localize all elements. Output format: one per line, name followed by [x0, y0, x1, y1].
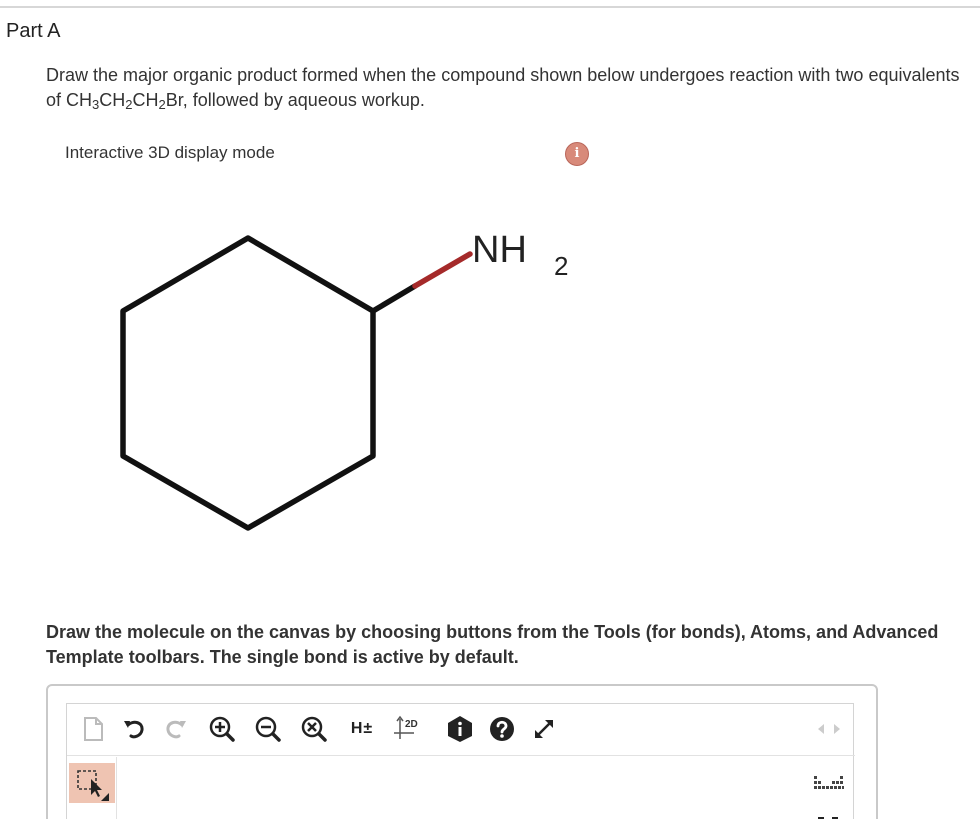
select-tool-icon [69, 763, 115, 803]
fullscreen-button[interactable] [529, 714, 559, 744]
question-text: Draw the major organic product formed when the compound shown below undergoes reaction with two equivalents of $CH_3CH_2CH_2Br$, followed by aqueous workup. [46, 65, 960, 112]
cyclohexane-ring [123, 238, 373, 528]
zoom-out-icon [254, 715, 282, 743]
zoom-reset-icon [300, 715, 328, 743]
amine-label: NH [472, 229, 527, 271]
display-mode-label: Interactive 3D display mode [65, 143, 275, 162]
help-button[interactable] [487, 714, 517, 744]
new-document-icon [82, 716, 104, 742]
select-tool-button[interactable] [69, 763, 115, 803]
top-toolbar [67, 704, 855, 756]
info-icon[interactable]: i [565, 142, 589, 166]
hexagon-info-icon [447, 715, 473, 743]
carbon-bond [373, 286, 415, 311]
structure-info-button[interactable] [445, 714, 475, 744]
h-toggle-button[interactable]: H± [350, 720, 374, 737]
redo-icon [163, 716, 189, 742]
undo-icon [121, 716, 147, 742]
right-toolbar [803, 704, 853, 819]
2d-view-icon [392, 715, 426, 743]
top-divider [0, 6, 980, 8]
zoom-in-button[interactable] [207, 714, 237, 744]
left-toolbar [67, 757, 117, 819]
zoom-in-icon [208, 715, 236, 743]
periodic-table-icon[interactable] [813, 774, 845, 792]
2d-view-button[interactable] [389, 714, 429, 744]
amine-subscript: 2 [554, 251, 569, 281]
molecule-editor [46, 684, 878, 819]
hydrogen-atom-icon[interactable] [817, 814, 839, 819]
help-icon [489, 716, 515, 742]
editor-frame [66, 703, 854, 819]
zoom-reset-button[interactable] [299, 714, 329, 744]
fullscreen-icon [531, 716, 557, 742]
svg-text:2D: 2D [405, 719, 418, 730]
redo-button[interactable] [161, 714, 191, 744]
part-title: Part A [6, 20, 61, 42]
molecule-structure [110, 205, 600, 545]
zoom-out-button[interactable] [253, 714, 283, 744]
drawing-instructions: Draw the molecule on the canvas by choosing buttons from the Tools (for bonds), Atoms, and Advanced Template toolbars. The single bond is active by default. [46, 622, 939, 667]
nitrogen-bond [415, 254, 470, 286]
undo-button[interactable] [119, 714, 149, 744]
new-document-button[interactable] [79, 714, 107, 744]
